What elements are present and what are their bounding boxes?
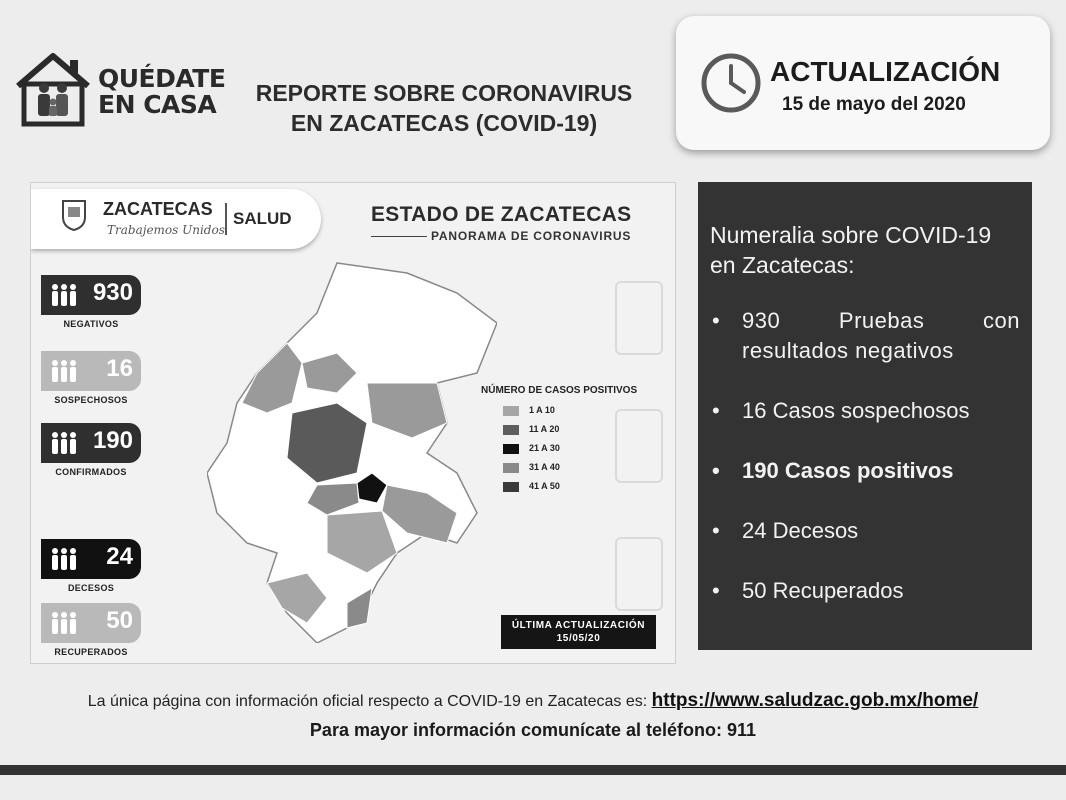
bottom-bar <box>0 765 1066 775</box>
watermark-shield-top <box>615 281 663 355</box>
last-update-badge <box>501 615 656 649</box>
legend-item <box>503 461 637 480</box>
state-shield-icon <box>61 199 87 231</box>
legend-label: 31 A 40 <box>529 462 560 472</box>
list-item-text: 930 Pruebas con resultados negativos <box>742 308 1020 363</box>
bullet-icon: • <box>712 578 720 603</box>
bullet-icon: • <box>712 458 720 483</box>
stat-negativos <box>41 275 141 315</box>
footer-text: La única página con información oficial respecto a COVID-19 en Zacatecas es: <box>87 693 648 710</box>
list-item <box>710 516 1020 546</box>
subtitle-rule <box>371 236 427 237</box>
legend-swatch <box>503 406 519 416</box>
footer-phone: Para mayor información comunícate al teléfono: 911 <box>309 720 757 740</box>
list-item <box>710 576 1020 606</box>
list-item <box>710 396 1020 426</box>
update-card <box>676 16 1050 150</box>
bullet-icon: • <box>712 398 720 423</box>
stat-recuperados <box>41 603 141 643</box>
stat-sospechosos <box>41 351 141 391</box>
bullet-icon: • <box>712 308 721 333</box>
legend-item <box>503 404 637 423</box>
stat-label: RECUPERADOS <box>54 647 128 657</box>
logo-divider <box>225 203 227 235</box>
legend-swatch <box>503 482 519 492</box>
legend-swatch <box>503 444 519 454</box>
legend-item <box>503 442 637 461</box>
stat-value: 190 <box>92 427 133 454</box>
watermark-shield-bottom <box>615 537 663 611</box>
campaign-line-2: EN CASA <box>98 90 217 119</box>
campaign-title <box>98 66 225 118</box>
stat-value: 16 <box>106 355 133 382</box>
list-item-text: 50 Recuperados <box>742 578 904 603</box>
salud-logo-text: SALUD <box>233 209 292 228</box>
bullet-icon: • <box>712 518 720 543</box>
legend-item <box>503 480 637 499</box>
report-title-line-1: REPORTE SOBRE CORONAVIRUS <box>255 80 633 106</box>
campaign-line-1: QUÉDATE <box>98 64 226 93</box>
official-url-link[interactable]: https://www.saludzac.gob.mx/home/ <box>651 690 979 711</box>
legend-label: 21 A 30 <box>529 443 560 453</box>
legend-item <box>503 423 637 442</box>
infographic <box>30 182 676 664</box>
clock-icon <box>700 52 762 114</box>
report-title <box>244 78 644 138</box>
stat-label: SOSPECHOSOS <box>54 395 128 405</box>
legend-label: 41 A 50 <box>529 481 560 491</box>
numeralia-title: Numeralia sobre COVID-19 en Zacatecas: <box>710 222 992 278</box>
stat-label: NEGATIVOS <box>63 319 119 329</box>
list-item-text: 16 Casos sospechosos <box>742 398 970 423</box>
legend-swatch <box>503 463 519 473</box>
people-icon <box>49 358 79 384</box>
legend-swatch <box>503 425 519 435</box>
numeralia-panel <box>698 182 1032 650</box>
stat-decesos <box>41 539 141 579</box>
list-item-text: 190 Casos positivos <box>742 458 954 483</box>
last-update-label: ÚLTIMA ACTUALIZACIÓN <box>511 620 646 631</box>
stat-value: 930 <box>92 279 133 306</box>
zacatecas-map <box>207 253 497 643</box>
people-icon <box>49 430 79 456</box>
list-item-text: 24 Decesos <box>742 518 859 543</box>
map-legend <box>481 385 637 499</box>
stat-value: 24 <box>106 543 133 570</box>
list-item <box>710 306 1020 366</box>
footer-official-page <box>0 690 1066 712</box>
government-logo-card <box>31 189 321 249</box>
house-family-icon <box>14 50 92 128</box>
people-icon <box>49 282 79 308</box>
people-icon <box>49 610 79 636</box>
update-date: 15 de mayo del 2020 <box>782 94 966 115</box>
legend-title: NÚMERO DE CASOS POSITIVOS <box>481 385 638 396</box>
infographic-title: ESTADO DE ZACATECAS <box>371 203 632 226</box>
infographic-subtitle: PANORAMA DE CORONAVIRUS <box>431 229 632 243</box>
state-slogan: Trabajemos Unidos <box>107 223 225 237</box>
numeralia-list <box>710 306 1020 606</box>
list-item <box>710 456 1020 486</box>
stat-label: DECESOS <box>67 583 115 593</box>
last-update-date: 15/05/20 <box>556 633 601 644</box>
stat-label: CONFIRMADOS <box>55 467 127 477</box>
stat-confirmados <box>41 423 141 463</box>
stat-value: 50 <box>106 607 133 634</box>
update-label: ACTUALIZACIÓN <box>770 56 1001 87</box>
report-title-line-2: EN ZACATECAS (COVID-19) <box>290 110 598 136</box>
legend-label: 1 A 10 <box>529 405 555 415</box>
state-name: ZACATECAS <box>103 199 213 219</box>
legend-label: 11 A 20 <box>529 424 560 434</box>
people-icon <box>49 546 79 572</box>
